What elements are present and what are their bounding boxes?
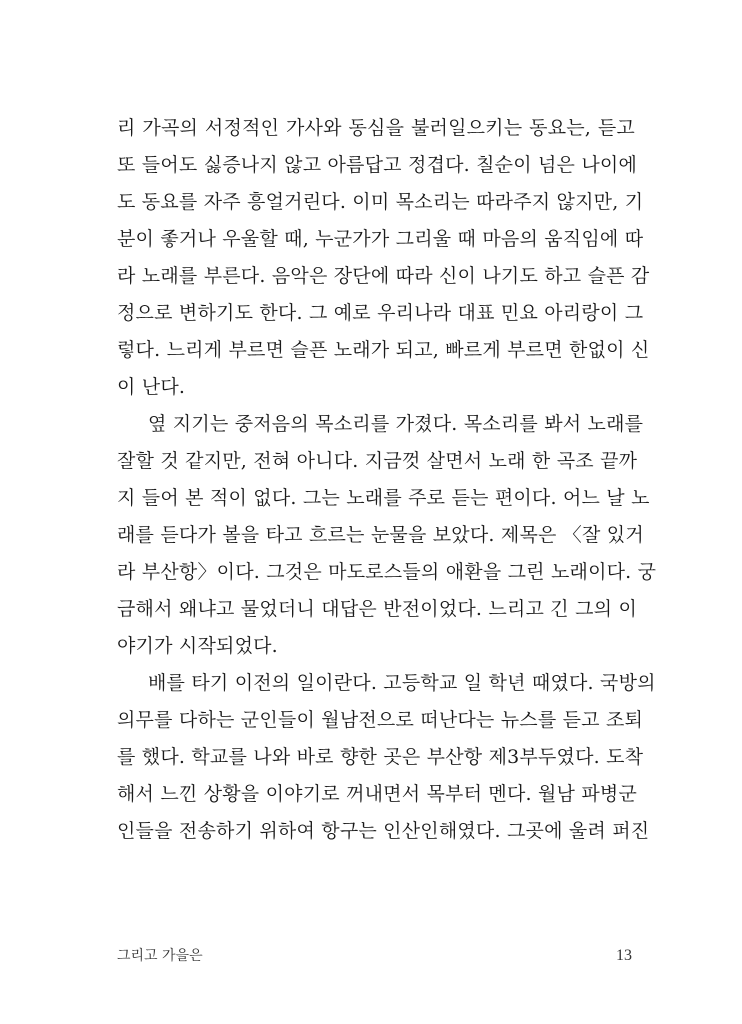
body-text [117, 110, 657, 850]
text-line: 분이 좋거나 우울할 때, 누군가가 그리울 때 마음의 움직임에 따 [117, 228, 644, 250]
text-line: 리 가곡의 서정적인 가사와 동심을 불러일으키는 동요는, 듣고 [117, 117, 635, 139]
text-line: 도 동요를 자주 흥얼거린다. 이미 목소리는 따라주지 않지만, 기 [117, 191, 644, 213]
page-number: 13 [616, 947, 632, 964]
text-line: 잘할 것 같지만, 전혀 아니다. 지금껏 살면서 노래 한 곡조 끝까 [117, 450, 638, 472]
text-line: 금해서 왜냐고 물었더니 대답은 반전이었다. 느리고 긴 그의 이 [117, 598, 638, 620]
running-footer-title: 그리고 가을은 [117, 948, 203, 964]
text-line: 옆 지기는 중저음의 목소리를 가졌다. 목소리를 봐서 노래를 [148, 413, 644, 435]
text-line: 의무를 다하는 군인들이 월남전으로 떠난다는 뉴스를 듣고 조퇴 [117, 709, 644, 731]
text-line: 이 난다. [117, 376, 186, 398]
text-line: 또 들어도 싫증나지 않고 아름답고 정겹다. 칠순이 넘은 나이에 [117, 154, 638, 176]
text-line: 야기가 시작되었다. [117, 635, 278, 657]
text-line: 해서 느낀 상황을 이야기로 꺼내면서 목부터 멘다. 월남 파병군 [117, 783, 638, 805]
text-line: 렇다. 느리게 부르면 슬픈 노래가 되고, 빠르게 부르면 한없이 신 [117, 339, 650, 361]
page-footer [117, 944, 632, 968]
text-line: 래를 듣다가 볼을 타고 흐르는 눈물을 보았다. 제목은 〈잘 있거 [117, 524, 644, 546]
text-line: 를 했다. 학교를 나와 바로 향한 곳은 부산항 제3부두였다. 도착 [117, 746, 644, 768]
text-line: 배를 타기 이전의 일이란다. 고등학교 일 학년 때였다. 국방의 [148, 672, 656, 694]
text-line: 라 노래를 부른다. 음악은 장단에 따라 신이 나기도 하고 슬픈 감 [117, 265, 650, 287]
text-line: 지 들어 본 적이 없다. 그는 노래를 주로 듣는 편이다. 어느 날 노 [117, 487, 650, 509]
text-line: 정으로 변하기도 한다. 그 예로 우리나라 대표 민요 아리랑이 그 [117, 302, 644, 324]
text-line: 라 부산항〉이다. 그것은 마도로스들의 애환을 그린 노래이다. 궁 [117, 561, 657, 583]
text-line: 인들을 전송하기 위하여 항구는 인산인해였다. 그곳에 울려 퍼진 [117, 820, 650, 842]
